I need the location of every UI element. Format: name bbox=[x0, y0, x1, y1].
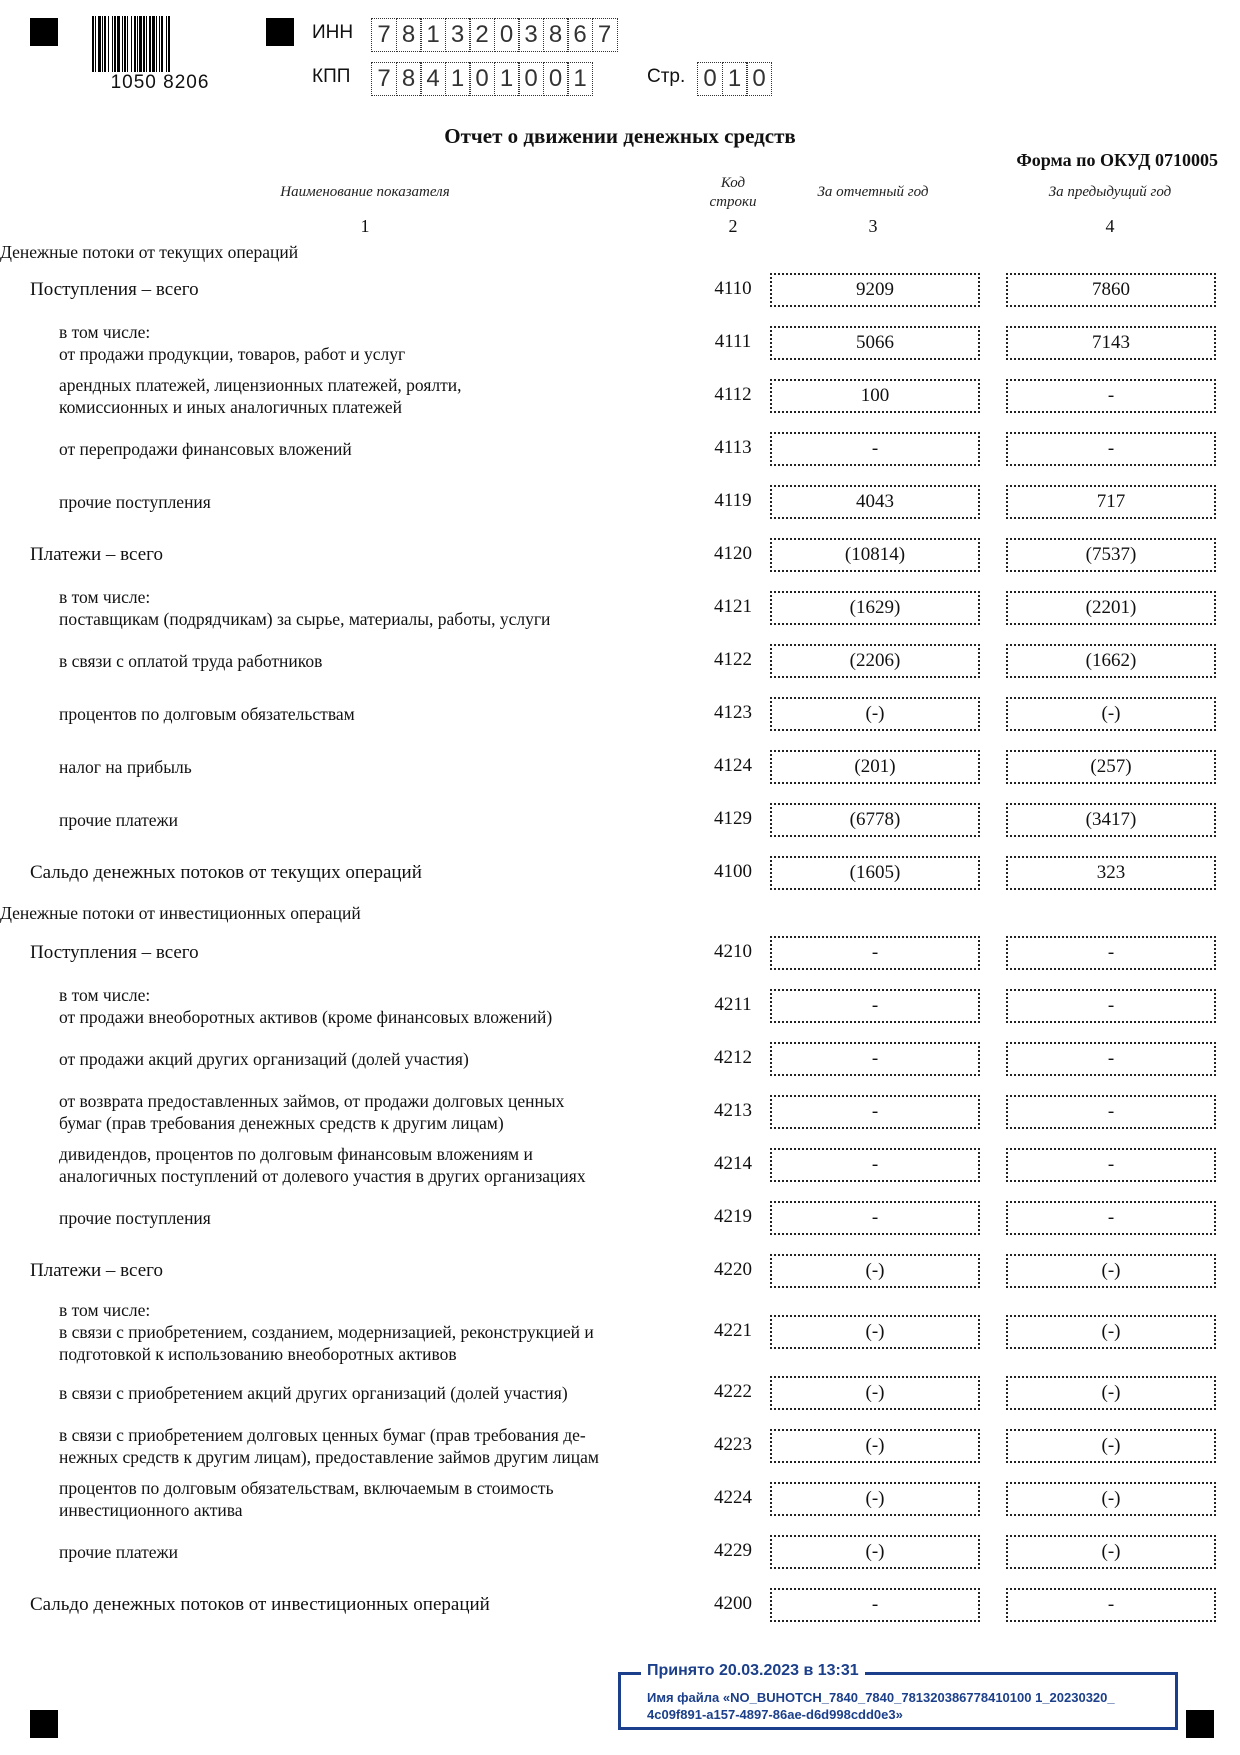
row-label: прочие платежи bbox=[59, 1542, 179, 1562]
barcode-bar bbox=[161, 16, 163, 72]
barcode-bar bbox=[131, 16, 132, 72]
row-label: арендных платежей, лицензионных платежей, роялти, комиссионных и иных аналогичных платежей bbox=[59, 375, 462, 417]
current-year-value: (2206) bbox=[770, 644, 980, 678]
digit-cell: 7 bbox=[592, 18, 618, 52]
row-label: Поступления – всего bbox=[30, 942, 199, 963]
row-code: 4110 bbox=[714, 278, 752, 299]
digit-cell: 1 bbox=[420, 18, 446, 52]
page-number-digits bbox=[697, 62, 771, 96]
current-year-value: (-) bbox=[770, 1254, 980, 1288]
row-code: 4119 bbox=[714, 490, 752, 511]
current-year-value: (-) bbox=[770, 1315, 980, 1349]
barcode-bar bbox=[102, 16, 103, 72]
row-code: 4113 bbox=[714, 437, 752, 458]
previous-year-value: (-) bbox=[1006, 1429, 1216, 1463]
row-label: Сальдо денежных потоков от инвестиционных операций bbox=[30, 1594, 490, 1615]
current-year-value: (1605) bbox=[770, 856, 980, 890]
row-label: дивидендов, процентов по долговым финансовым вложениям и аналогичных поступлений от долевого участия в других организациях bbox=[59, 1144, 586, 1186]
current-year-value: 9209 bbox=[770, 273, 980, 307]
corner-marker-top-middle bbox=[266, 18, 294, 46]
current-year-value: (-) bbox=[770, 1376, 980, 1410]
row-label: Сальдо денежных потоков от текущих операций bbox=[30, 862, 422, 883]
previous-year-value: 7143 bbox=[1006, 326, 1216, 360]
row-label: прочие платежи bbox=[59, 810, 179, 830]
row-label: в том числе: от продажи продукции, товаров, работ и услуг bbox=[59, 322, 406, 364]
row-label: прочие поступления bbox=[59, 492, 211, 512]
digit-cell: 1 bbox=[445, 62, 471, 96]
kpp-digits bbox=[371, 62, 592, 96]
barcode-bar bbox=[152, 16, 155, 72]
row-code: 4211 bbox=[714, 994, 752, 1015]
page-label: Стр. bbox=[647, 66, 686, 87]
barcode-bar bbox=[104, 16, 106, 72]
barcode-bar bbox=[166, 16, 167, 72]
digit-cell: 0 bbox=[518, 62, 544, 96]
previous-year-value: - bbox=[1006, 1588, 1216, 1622]
digit-cell: 1 bbox=[567, 62, 593, 96]
current-year-value: (-) bbox=[770, 1535, 980, 1569]
row-code: 4223 bbox=[714, 1434, 752, 1455]
previous-year-value: - bbox=[1006, 379, 1216, 413]
digit-cell: 3 bbox=[518, 18, 544, 52]
kpp-label: КПП bbox=[312, 66, 351, 87]
row-code: 4123 bbox=[714, 702, 752, 723]
inn-label: ИНН bbox=[312, 22, 354, 43]
row-code: 4129 bbox=[714, 808, 752, 829]
digit-cell: 0 bbox=[543, 62, 569, 96]
stamp-file-name bbox=[647, 1689, 1115, 1723]
digit-cell: 7 bbox=[371, 18, 397, 52]
digit-cell: 0 bbox=[469, 62, 495, 96]
current-year-value: - bbox=[770, 936, 980, 970]
row-label: в связи с оплатой труда работников bbox=[59, 651, 323, 671]
column-number-2: 2 bbox=[728, 216, 738, 236]
previous-year-value: (257) bbox=[1006, 750, 1216, 784]
column-number-4: 4 bbox=[1105, 216, 1115, 236]
barcode-bar bbox=[98, 16, 101, 72]
barcode-bar bbox=[127, 16, 128, 72]
section-heading: Денежные потоки от инвестиционных операций bbox=[0, 903, 361, 923]
row-label: налог на прибыль bbox=[59, 757, 192, 777]
row-code: 4222 bbox=[714, 1381, 752, 1402]
previous-year-value: (2201) bbox=[1006, 591, 1216, 625]
previous-year-value: - bbox=[1006, 936, 1216, 970]
corner-marker-top-left bbox=[30, 18, 58, 46]
previous-year-value: 717 bbox=[1006, 485, 1216, 519]
previous-year-value: (7537) bbox=[1006, 538, 1216, 572]
report-title: Отчет о движении денежных средств bbox=[444, 124, 796, 148]
digit-cell: 1 bbox=[494, 62, 520, 96]
barcode-bar bbox=[137, 16, 138, 72]
barcode-bar bbox=[124, 16, 126, 72]
barcode-bar bbox=[95, 16, 96, 72]
previous-year-value: - bbox=[1006, 989, 1216, 1023]
previous-year-value: (-) bbox=[1006, 1315, 1216, 1349]
previous-year-value: (-) bbox=[1006, 1254, 1216, 1288]
row-code: 4220 bbox=[714, 1259, 752, 1280]
stamp-file-line-1: Имя файла «NO_BUHOTCH_7840_7840_781320386778410100 1_20230320_ bbox=[647, 1690, 1115, 1705]
stamp-accepted-text: Принято 20.03.2023 в 13:31 bbox=[641, 1662, 865, 1680]
digit-cell: 8 bbox=[396, 18, 422, 52]
barcode bbox=[90, 16, 230, 72]
digit-cell: 7 bbox=[371, 62, 397, 96]
row-code: 4120 bbox=[714, 543, 752, 564]
current-year-value: (10814) bbox=[770, 538, 980, 572]
barcode-bar bbox=[159, 16, 160, 72]
row-code: 4229 bbox=[714, 1540, 752, 1561]
row-label: в том числе: от продажи внеоборотных активов (кроме финансовых вложений) bbox=[59, 985, 553, 1027]
previous-year-value: 323 bbox=[1006, 856, 1216, 890]
current-year-value: (-) bbox=[770, 697, 980, 731]
row-label: процентов по долговым обязательствам, включаемым в стоимость инвестиционного актива bbox=[59, 1478, 554, 1520]
digit-cell: 2 bbox=[469, 18, 495, 52]
row-label: Поступления – всего bbox=[30, 279, 199, 300]
digit-cell: 8 bbox=[396, 62, 422, 96]
okud-form-code: Форма по ОКУД 0710005 bbox=[1016, 150, 1218, 170]
current-year-value: - bbox=[770, 1588, 980, 1622]
column-header-current-year: За отчетный год bbox=[817, 184, 929, 200]
barcode-bar bbox=[122, 16, 123, 72]
row-code: 4214 bbox=[714, 1153, 752, 1174]
previous-year-value: (-) bbox=[1006, 697, 1216, 731]
row-code: 4210 bbox=[714, 941, 752, 962]
barcode-bar bbox=[92, 16, 94, 72]
row-code: 4224 bbox=[714, 1487, 752, 1508]
row-code: 4122 bbox=[714, 649, 752, 670]
previous-year-value: (-) bbox=[1006, 1482, 1216, 1516]
barcode-bar bbox=[134, 16, 136, 72]
digit-cell: 3 bbox=[445, 18, 471, 52]
row-code: 4112 bbox=[714, 384, 752, 405]
previous-year-value: (-) bbox=[1006, 1535, 1216, 1569]
barcode-number: 1050 8206 bbox=[110, 72, 210, 93]
current-year-value: - bbox=[770, 1095, 980, 1129]
digit-cell: 8 bbox=[543, 18, 569, 52]
row-label: в связи с приобретением акций других организаций (долей участия) bbox=[59, 1383, 568, 1403]
previous-year-value: (1662) bbox=[1006, 644, 1216, 678]
digit-cell: 1 bbox=[722, 62, 748, 96]
barcode-bar bbox=[108, 16, 109, 72]
current-year-value: (6778) bbox=[770, 803, 980, 837]
previous-year-value: - bbox=[1006, 1201, 1216, 1235]
barcode-bar bbox=[117, 16, 120, 72]
row-label: процентов по долговым обязательствам bbox=[59, 704, 355, 724]
row-code: 4121 bbox=[714, 596, 752, 617]
previous-year-value: - bbox=[1006, 1095, 1216, 1129]
row-label: от продажи акций других организаций (долей участия) bbox=[59, 1049, 469, 1069]
column-header-name: Наименование показателя bbox=[280, 184, 450, 200]
current-year-value: 100 bbox=[770, 379, 980, 413]
column-header-code: Код строки bbox=[709, 175, 757, 210]
barcode-bar bbox=[143, 16, 145, 72]
previous-year-value: (3417) bbox=[1006, 803, 1216, 837]
barcode-bar bbox=[149, 16, 151, 72]
digit-cell: 0 bbox=[697, 62, 723, 96]
row-label: в том числе: в связи с приобретением, созданием, модернизацией, реконструкцией и подготовкой к использованию внеоборотных активов bbox=[59, 1300, 594, 1364]
current-year-value: (1629) bbox=[770, 591, 980, 625]
barcode-bar bbox=[139, 16, 142, 72]
current-year-value: (-) bbox=[770, 1482, 980, 1516]
barcode-bar bbox=[146, 16, 147, 72]
digit-cell: 0 bbox=[494, 18, 520, 52]
current-year-value: 4043 bbox=[770, 485, 980, 519]
corner-marker-bottom-right bbox=[1186, 1710, 1214, 1738]
current-year-value: (-) bbox=[770, 1429, 980, 1463]
barcode-bar bbox=[112, 16, 113, 72]
column-number-1: 1 bbox=[360, 216, 370, 236]
previous-year-value: (-) bbox=[1006, 1376, 1216, 1410]
previous-year-value: - bbox=[1006, 432, 1216, 466]
row-code: 4219 bbox=[714, 1206, 752, 1227]
barcode-bar bbox=[168, 16, 170, 72]
section-heading: Денежные потоки от текущих операций bbox=[0, 242, 299, 262]
current-year-value: - bbox=[770, 1201, 980, 1235]
row-label: от возврата предоставленных займов, от продажи долговых ценных бумаг (прав требования денежных средств к другим лицам) bbox=[59, 1091, 565, 1133]
row-code: 4124 bbox=[714, 755, 752, 776]
previous-year-value: 7860 bbox=[1006, 273, 1216, 307]
previous-year-value: - bbox=[1006, 1148, 1216, 1182]
column-number-3: 3 bbox=[868, 216, 878, 236]
barcode-bar bbox=[156, 16, 157, 72]
barcode-bar bbox=[114, 16, 116, 72]
row-label: Платежи – всего bbox=[30, 1260, 163, 1281]
acceptance-stamp bbox=[618, 1662, 1178, 1730]
current-year-value: 5066 bbox=[770, 326, 980, 360]
current-year-value: - bbox=[770, 432, 980, 466]
current-year-value: - bbox=[770, 989, 980, 1023]
current-year-value: - bbox=[770, 1148, 980, 1182]
row-code: 4111 bbox=[714, 331, 752, 352]
current-year-value: - bbox=[770, 1042, 980, 1076]
row-label: от перепродажи финансовых вложений bbox=[59, 439, 352, 459]
row-label: прочие поступления bbox=[59, 1208, 211, 1228]
stamp-file-line-2: 4c09f891-a157-4897-86ae-d6d998cdd0e3» bbox=[647, 1707, 903, 1722]
row-label: Платежи – всего bbox=[30, 544, 163, 565]
row-code: 4212 bbox=[714, 1047, 752, 1068]
previous-year-value: - bbox=[1006, 1042, 1216, 1076]
row-code: 4213 bbox=[714, 1100, 752, 1121]
row-label: в связи с приобретением долговых ценных бумаг (прав требования де- нежных средств к другим лицам), предоставление займов другим лицам bbox=[59, 1425, 599, 1467]
digit-cell: 0 bbox=[746, 62, 772, 96]
corner-marker-bottom-left bbox=[30, 1710, 58, 1738]
digit-cell: 4 bbox=[420, 62, 446, 96]
row-label: в том числе: поставщикам (подрядчикам) за сырье, материалы, работы, услуги bbox=[59, 587, 551, 629]
current-year-value: (201) bbox=[770, 750, 980, 784]
row-code: 4100 bbox=[714, 861, 752, 882]
row-code: 4200 bbox=[714, 1593, 752, 1614]
inn-digits bbox=[371, 18, 616, 52]
digit-cell: 6 bbox=[567, 18, 593, 52]
row-code: 4221 bbox=[714, 1320, 752, 1341]
column-header-previous-year: За предыдущий год bbox=[1048, 184, 1172, 200]
